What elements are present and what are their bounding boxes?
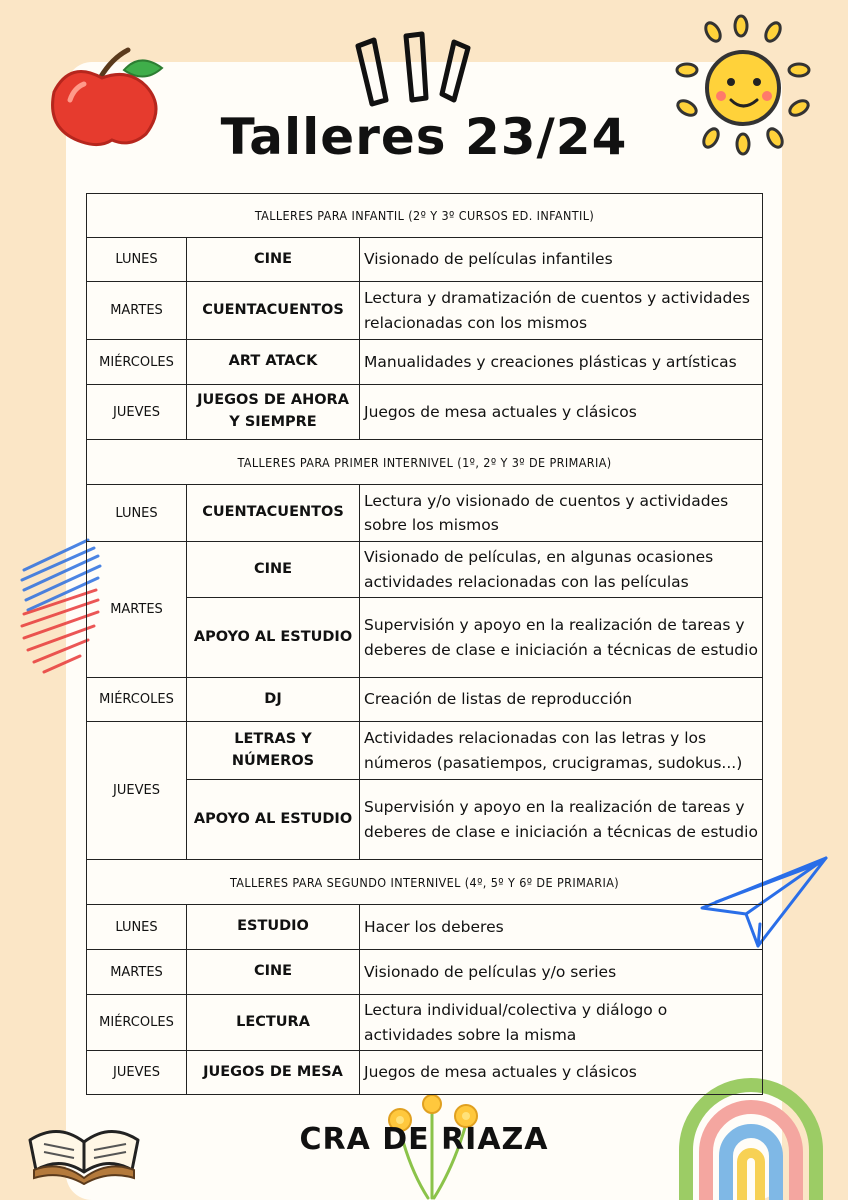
workshop-description: Juegos de mesa actuales y clásicos (360, 1051, 763, 1095)
day-cell: MIÉRCOLES (87, 678, 187, 722)
workshop-name: ESTUDIO (187, 905, 360, 950)
day-cell: MARTES (87, 282, 187, 340)
day-cell: JUEVES (87, 385, 187, 440)
section-heading: TALLERES PARA SEGUNDO INTERNIVEL (4º, 5º Y 6º DE PRIMARIA) (87, 860, 763, 905)
table-row (87, 905, 763, 950)
school-name: CRA DE RIAZA (299, 1122, 549, 1157)
workshop-description: Lectura y/o visionado de cuentos y actividades sobre los mismos (360, 485, 763, 542)
workshop-name: JUEGOS DE MESA (187, 1051, 360, 1095)
table-row (87, 542, 763, 598)
workshop-description: Manualidades y creaciones plásticas y artísticas (360, 340, 763, 385)
workshop-name: LECTURA (187, 995, 360, 1051)
day-cell: MIÉRCOLES (87, 340, 187, 385)
workshop-name: CINE (187, 542, 360, 598)
day-cell: MARTES (87, 950, 187, 995)
day-cell: LUNES (87, 485, 187, 542)
chalk-marks-icon (350, 28, 500, 108)
day-cell: LUNES (87, 905, 187, 950)
workshop-name: CUENTACUENTOS (187, 485, 360, 542)
section-header (87, 440, 763, 485)
workshop-description: Supervisión y apoyo en la realización de tareas y deberes de clase e iniciación a técnicas de estudio (360, 780, 763, 860)
table-row (87, 282, 763, 340)
table-row (87, 598, 763, 678)
day-cell: LUNES (87, 238, 187, 282)
section-heading: TALLERES PARA PRIMER INTERNIVEL (1º, 2º Y 3º DE PRIMARIA) (87, 440, 763, 485)
table-row (87, 722, 763, 780)
table-row (87, 238, 763, 282)
workshop-name: DJ (187, 678, 360, 722)
table-row (87, 780, 763, 860)
workshop-name: APOYO AL ESTUDIO (187, 598, 360, 678)
workshop-description: Lectura y dramatización de cuentos y actividades relacionadas con los mismos (360, 282, 763, 340)
workshop-description: Lectura individual/colectiva y diálogo o actividades sobre la misma (360, 995, 763, 1051)
day-cell: MIÉRCOLES (87, 995, 187, 1051)
table-row (87, 1051, 763, 1095)
workshop-name: CUENTACUENTOS (187, 282, 360, 340)
table-row (87, 995, 763, 1051)
section-heading: TALLERES PARA INFANTIL (2º Y 3º CURSOS ED. INFANTIL) (87, 194, 763, 238)
section-header (87, 194, 763, 238)
schedule-table (86, 193, 763, 1095)
workshop-description: Creación de listas de reproducción (360, 678, 763, 722)
workshop-description: Actividades relacionadas con las letras y los números (pasatiempos, crucigramas, sudokus...) (360, 722, 763, 780)
workshop-description: Visionado de películas infantiles (360, 238, 763, 282)
table-row (87, 678, 763, 722)
workshop-name: LETRAS Y NÚMEROS (187, 722, 360, 780)
table-row (87, 950, 763, 995)
workshop-name: ART ATACK (187, 340, 360, 385)
workshop-name: APOYO AL ESTUDIO (187, 780, 360, 860)
workshop-description: Supervisión y apoyo en la realización de tareas y deberes de clase e iniciación a técnicas de estudio (360, 598, 763, 678)
workshop-description: Visionado de películas y/o series (360, 950, 763, 995)
day-cell: MARTES (87, 542, 187, 678)
day-cell: JUEVES (87, 722, 187, 860)
workshop-description: Hacer los deberes (360, 905, 763, 950)
workshop-name: CINE (187, 238, 360, 282)
workshop-name: JUEGOS DE AHORA Y SIEMPRE (187, 385, 360, 440)
table-row (87, 485, 763, 542)
table-row (87, 385, 763, 440)
workshop-description: Juegos de mesa actuales y clásicos (360, 385, 763, 440)
workshop-name: CINE (187, 950, 360, 995)
day-cell: JUEVES (87, 1051, 187, 1095)
page-title: Talleres 23/24 (220, 108, 628, 166)
table-row (87, 340, 763, 385)
workshop-description: Visionado de películas, en algunas ocasiones actividades relacionadas con las películas (360, 542, 763, 598)
section-header (87, 860, 763, 905)
